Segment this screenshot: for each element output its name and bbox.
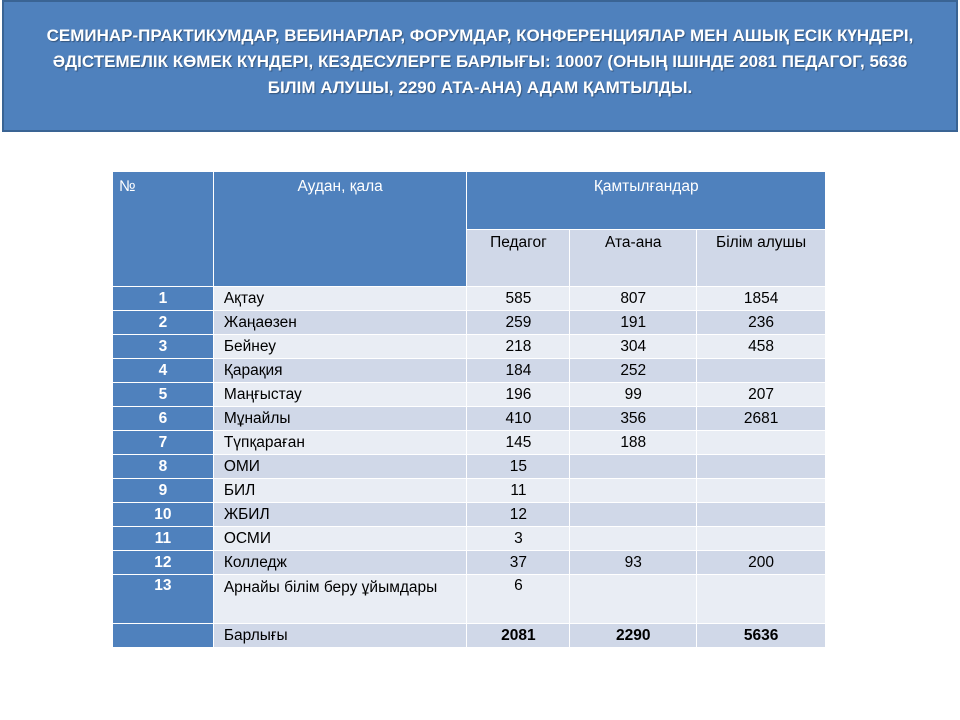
table-row	[113, 479, 826, 503]
row-number: 2	[113, 311, 214, 335]
row-number: 8	[113, 455, 214, 479]
row-parent: 807	[570, 287, 697, 311]
table-row	[113, 383, 826, 407]
row-teacher: 3	[467, 527, 570, 551]
total-teacher: 2081	[467, 624, 570, 648]
total-parent: 2290	[570, 624, 697, 648]
row-district: Қарақия	[213, 359, 467, 383]
row-student: 2681	[697, 407, 826, 431]
row-teacher: 15	[467, 455, 570, 479]
row-teacher: 585	[467, 287, 570, 311]
row-parent	[570, 503, 697, 527]
row-teacher: 12	[467, 503, 570, 527]
table-row	[113, 359, 826, 383]
row-district: Мұнайлы	[213, 407, 467, 431]
row-parent	[570, 575, 697, 624]
row-student	[697, 455, 826, 479]
row-number: 6	[113, 407, 214, 431]
table-row	[113, 311, 826, 335]
row-teacher: 11	[467, 479, 570, 503]
row-number: 4	[113, 359, 214, 383]
row-district: БИЛ	[213, 479, 467, 503]
table-row	[113, 455, 826, 479]
coverage-table	[112, 171, 826, 648]
row-teacher: 6	[467, 575, 570, 624]
page-title: СЕМИНАР-ПРАКТИКУМДАР, ВЕБИНАРЛАР, ФОРУМДАР, КОНФЕРЕНЦИЯЛАР МЕН АШЫҚ ЕСІК КҮНДЕРІ, ӘДІСТЕМЕЛІК КӨМЕК КҮНДЕРІ, КЕЗДЕСУЛЕРГЕ БАРЛЫҒЫ: 10007 (ОНЫҢ ІШІНДЕ 2081 ПЕДАГОГ, 5636 БІЛІМ АЛУШЫ, 2290 АТА-АНА) АДАМ ҚАМТЫЛДЫ.	[46, 26, 914, 97]
row-teacher: 410	[467, 407, 570, 431]
row-district: ОСМИ	[213, 527, 467, 551]
row-student	[697, 575, 826, 624]
total-student: 5636	[697, 624, 826, 648]
header-covered: Қамтылғандар	[467, 172, 826, 230]
row-number: 13	[113, 575, 214, 624]
total-row	[113, 624, 826, 648]
total-number	[113, 624, 214, 648]
row-student	[697, 431, 826, 455]
row-number: 1	[113, 287, 214, 311]
header-parent: Ата-ана	[570, 230, 697, 287]
row-number: 5	[113, 383, 214, 407]
row-parent: 304	[570, 335, 697, 359]
title-banner	[2, 0, 958, 132]
table-row	[113, 503, 826, 527]
header-district: Аудан, қала	[213, 172, 467, 287]
row-district: Маңғыстау	[213, 383, 467, 407]
row-number: 11	[113, 527, 214, 551]
row-district: Жаңаөзен	[213, 311, 467, 335]
row-student	[697, 503, 826, 527]
row-teacher: 184	[467, 359, 570, 383]
table-row	[113, 431, 826, 455]
row-student: 200	[697, 551, 826, 575]
row-district: Арнайы білім беру ұйымдары	[213, 575, 467, 624]
row-student: 458	[697, 335, 826, 359]
row-student: 207	[697, 383, 826, 407]
table-row	[113, 527, 826, 551]
row-parent: 93	[570, 551, 697, 575]
table-row	[113, 575, 826, 624]
row-parent	[570, 479, 697, 503]
row-teacher: 196	[467, 383, 570, 407]
row-district: Колледж	[213, 551, 467, 575]
row-number: 3	[113, 335, 214, 359]
row-district: ЖБИЛ	[213, 503, 467, 527]
row-teacher: 259	[467, 311, 570, 335]
row-parent: 356	[570, 407, 697, 431]
row-number: 12	[113, 551, 214, 575]
row-parent: 252	[570, 359, 697, 383]
row-district: Түпқараған	[213, 431, 467, 455]
header-teacher: Педагог	[467, 230, 570, 287]
row-teacher: 218	[467, 335, 570, 359]
table-row	[113, 335, 826, 359]
header-student: Білім алушы	[697, 230, 826, 287]
row-teacher: 145	[467, 431, 570, 455]
table-row	[113, 407, 826, 431]
row-student: 1854	[697, 287, 826, 311]
row-parent: 191	[570, 311, 697, 335]
row-number: 7	[113, 431, 214, 455]
row-student	[697, 527, 826, 551]
row-parent: 99	[570, 383, 697, 407]
row-student	[697, 479, 826, 503]
total-label: Барлығы	[213, 624, 467, 648]
row-teacher: 37	[467, 551, 570, 575]
row-district: Ақтау	[213, 287, 467, 311]
row-district: Бейнеу	[213, 335, 467, 359]
row-parent	[570, 455, 697, 479]
header-num: №	[113, 172, 214, 287]
row-student: 236	[697, 311, 826, 335]
row-district: ОМИ	[213, 455, 467, 479]
row-number: 9	[113, 479, 214, 503]
row-parent	[570, 527, 697, 551]
table-row	[113, 551, 826, 575]
row-student	[697, 359, 826, 383]
row-parent: 188	[570, 431, 697, 455]
row-number: 10	[113, 503, 214, 527]
table-row	[113, 287, 826, 311]
